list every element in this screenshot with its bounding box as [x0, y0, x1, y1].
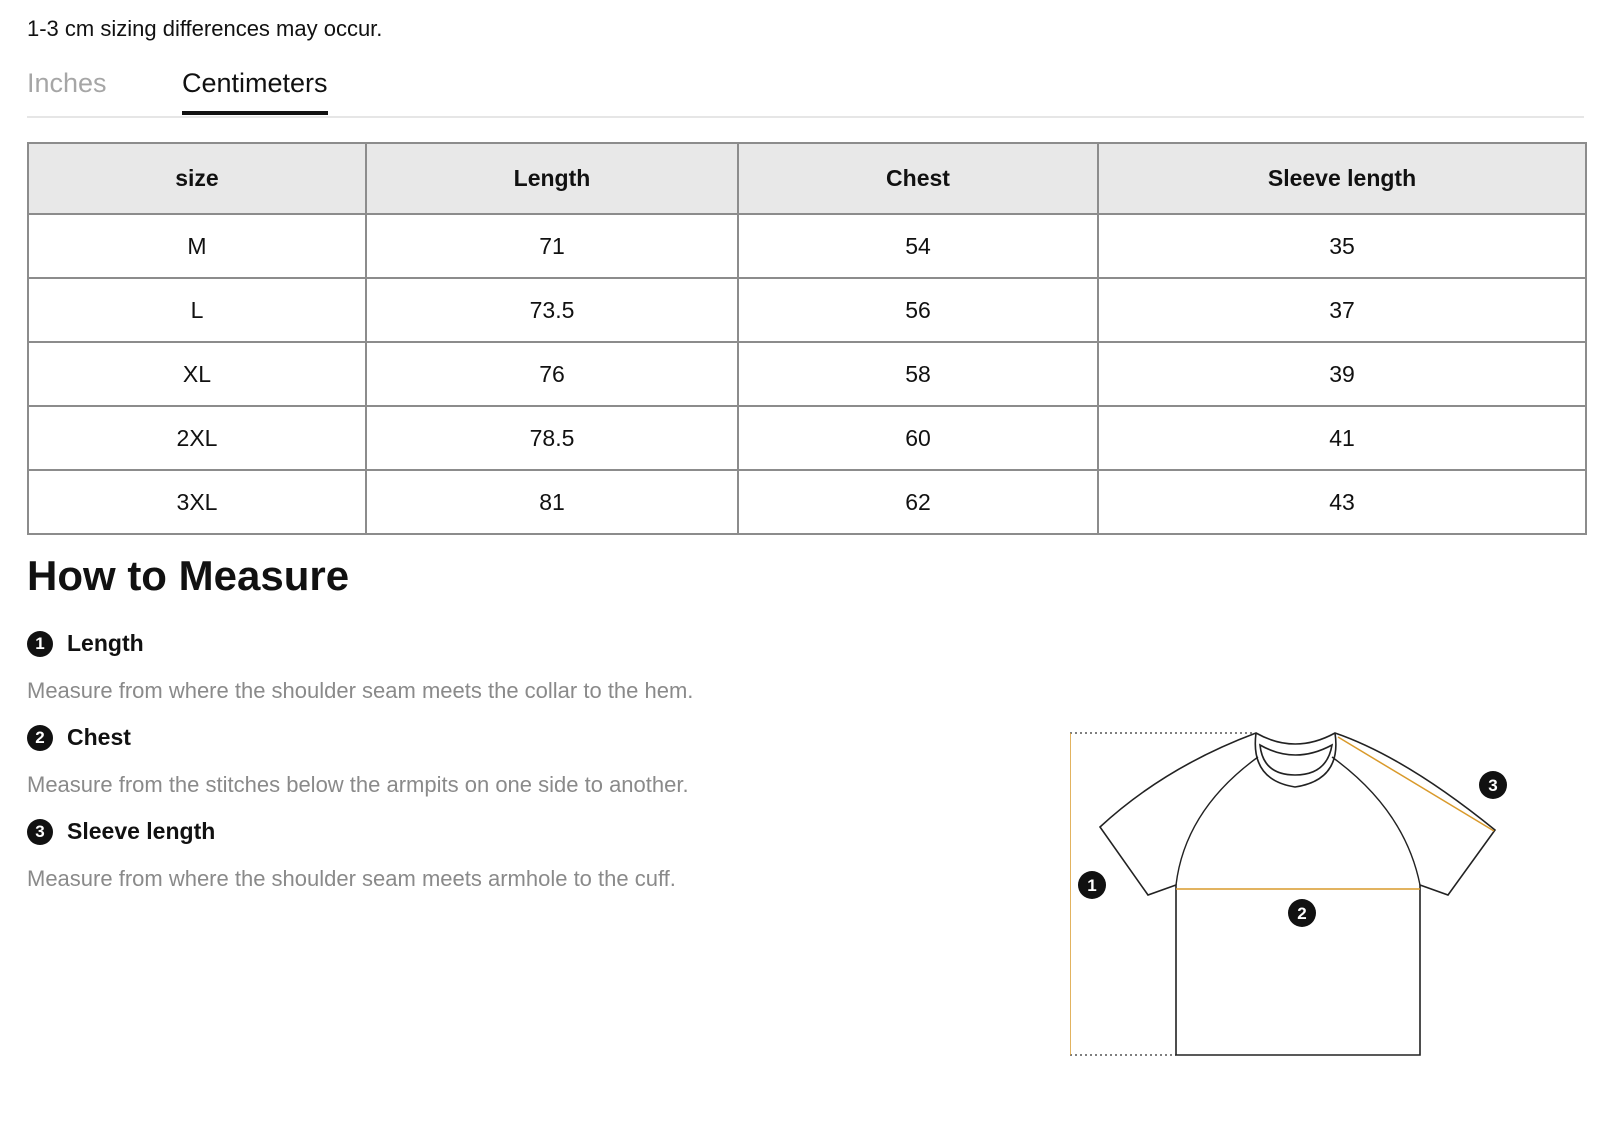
marker-length: [1078, 871, 1106, 899]
tab-centimeters[interactable]: Centimeters: [182, 68, 328, 115]
collar-inner: [1260, 745, 1332, 775]
cell-size: XL: [28, 342, 366, 406]
tshirt-outline: [1100, 733, 1498, 1055]
cell-sleeve-length: 39: [1098, 342, 1586, 406]
marker-sleeve: [1479, 771, 1507, 799]
cell-chest: 62: [738, 470, 1098, 534]
cell-chest: 56: [738, 278, 1098, 342]
svg-text:1: 1: [1087, 876, 1097, 895]
step-length: [27, 630, 144, 657]
step-sleeve-length: [27, 818, 215, 845]
header-sleeve-length: Sleeve length: [1098, 143, 1586, 214]
sizing-note: 1-3 cm sizing differences may occur.: [27, 16, 383, 41]
step-title: Chest: [67, 724, 131, 750]
collar-outer: [1255, 733, 1336, 787]
cell-sleeve-length: 37: [1098, 278, 1586, 342]
tab-inches[interactable]: Inches: [27, 68, 107, 98]
step-number-badge: 1: [27, 631, 53, 657]
marker-chest: [1288, 899, 1316, 927]
table-row: [28, 214, 1586, 278]
header-length: Length: [366, 143, 738, 214]
step-chest: [27, 724, 131, 751]
header-chest: Chest: [738, 143, 1098, 214]
table-row: [28, 470, 1586, 534]
cell-length: 71: [366, 214, 738, 278]
cell-sleeve-length: 35: [1098, 214, 1586, 278]
table-header-row: [28, 143, 1586, 214]
header-size: size: [28, 143, 366, 214]
step-title: Sleeve length: [67, 818, 216, 844]
cell-length: 73.5: [366, 278, 738, 342]
step-number-badge: 2: [27, 725, 53, 751]
table-row: [28, 342, 1586, 406]
unit-tabs: [27, 64, 1584, 118]
step-number-badge: 3: [27, 819, 53, 845]
cell-size: M: [28, 214, 366, 278]
svg-text:3: 3: [1488, 776, 1498, 795]
size-chart-table: [27, 142, 1587, 535]
table-row: [28, 278, 1586, 342]
cell-size: 3XL: [28, 470, 366, 534]
left-raglan-seam: [1176, 757, 1258, 885]
cell-length: 76: [366, 342, 738, 406]
right-raglan-seam: [1332, 757, 1420, 885]
svg-text:2: 2: [1297, 904, 1307, 923]
step-description: Measure from the stitches below the armpits on one side to another.: [27, 772, 689, 797]
tshirt-diagram: [1070, 705, 1550, 1065]
cell-size: L: [28, 278, 366, 342]
cell-chest: 58: [738, 342, 1098, 406]
table-row: [28, 406, 1586, 470]
step-description: Measure from where the shoulder seam meets armhole to the cuff.: [27, 866, 676, 891]
step-description: Measure from where the shoulder seam meets the collar to the hem.: [27, 678, 694, 703]
cell-chest: 60: [738, 406, 1098, 470]
cell-sleeve-length: 43: [1098, 470, 1586, 534]
cell-sleeve-length: 41: [1098, 406, 1586, 470]
cell-length: 81: [366, 470, 738, 534]
cell-size: 2XL: [28, 406, 366, 470]
cell-length: 78.5: [366, 406, 738, 470]
step-title: Length: [67, 630, 144, 656]
sleeve-measure-line: [1338, 737, 1494, 831]
how-to-measure-title: How to Measure: [27, 552, 350, 599]
cell-chest: 54: [738, 214, 1098, 278]
